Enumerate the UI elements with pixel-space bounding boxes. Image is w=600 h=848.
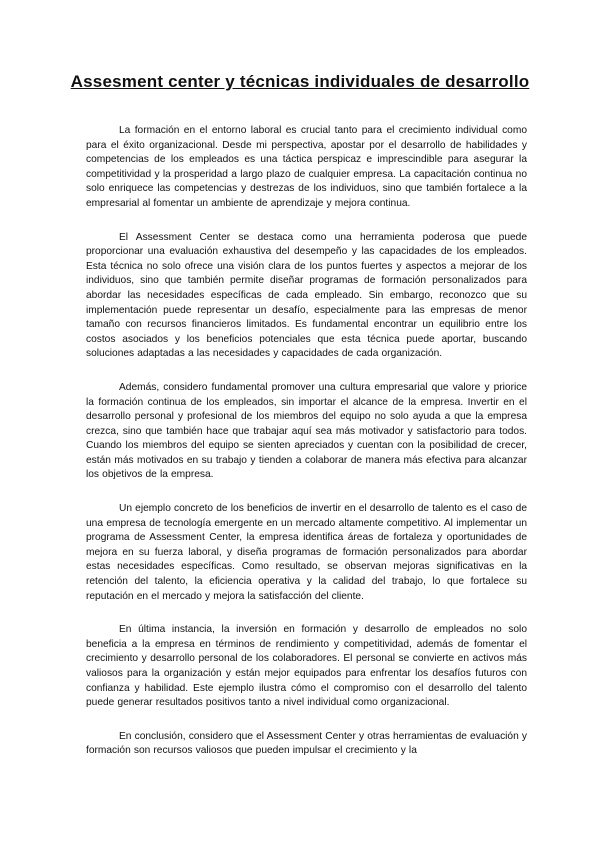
- document-body: [86, 124, 527, 778]
- paragraph-4: Un ejemplo concreto de los beneficios de invertir en el desarrollo de talento es el caso de una empresa de tecnología emergente en un mercado altamente competitivo. Al implementar un programa de Assessment Center, la empresa identifica áreas de fortaleza y oportunidades de mejora en su fuerza laboral, y diseña programas de formación personalizados para abordar estas necesidades específicas. Como resultado, se observan mejoras significativas en la retención del talento, la eficiencia operativa y la calidad del trabajo, lo que fortalece su reputación en el mercado y mejora la satisfacción del cliente.: [86, 503, 527, 602]
- paragraph-2: El Assessment Center se destaca como una herramienta poderosa que puede proporcionar una evaluación exhaustiva del desempeño y las capacidades de los empleados. Esta técnica no solo ofrece una visión clara de los puntos fuertes y aspectos a mejorar de los individuos, sino que también permite diseñar programas de formación personalizados para abordar las necesidades específicas de cada empleado. Sin embargo, reconozco que su implementación puede representar un desafío, especialmente para las empresas de menor tamaño con recursos financieros limitados. Es fundamental encontrar un equilibrio entre los costos asociados y los beneficios potenciales que esta técnica puede aportar, buscando soluciones adaptadas a las necesidades y capacidades de cada organización.: [86, 231, 527, 360]
- paragraph-1: La formación en el entorno laboral es crucial tanto para el crecimiento individual como para el éxito organizacional. Desde mi perspectiva, apostar por el desarrollo de habilidades y competencias de los empleados es una táctica perspicaz e imprescindible para asegurar la competitividad y la prosperidad a largo plazo de cualquier empresa. La capacitación continua no solo enriquece las competencias y destrezas de los individuos, sino que también fortalece a la empresarial al fomentar un ambiente de aprendizaje y mejora continua.: [86, 125, 527, 209]
- paragraph-6: En conclusión, considero que el Assessment Center y otras herramientas de evaluación y formación son recursos valiosos que pueden impulsar el crecimiento y la: [86, 730, 527, 757]
- paragraph-3: Además, considero fundamental promover una cultura empresarial que valore y priorice la formación continua de los empleados, sin importar el alcance de la empresa. Invertir en el desarrollo personal y profesional de los miembros del equipo no solo ayuda a que la empresa crezca, sino que también hace que trabajar aquí sea más motivador y satisfactorio para todos. Cuando los miembros del equipo se sienten apreciados y cuentan con la posibilidad de crecer, están más motivados en su trabajo y tienden a colaborar de manera más efectiva para alcanzar los objetivos de la empresa.: [86, 381, 527, 481]
- paragraph-5: En última instancia, la inversión en formación y desarrollo de empleados no solo beneficia a la empresa en términos de rendimiento y competitividad, además de fomentar el crecimiento y desarrollo personal de los colaboradores. El personal se convierte en activos más valiosos para la organización y están mejor equipados para enfrentar los desafíos futuros con confianza y habilidad. Este ejemplo ilustra cómo el compromiso con el desarrollo del talento puede generar resultados positivos tanto a nivel individual como organizacional.: [86, 624, 527, 709]
- document-title: Assesment center y técnicas individuales de desarrollo: [70, 72, 530, 91]
